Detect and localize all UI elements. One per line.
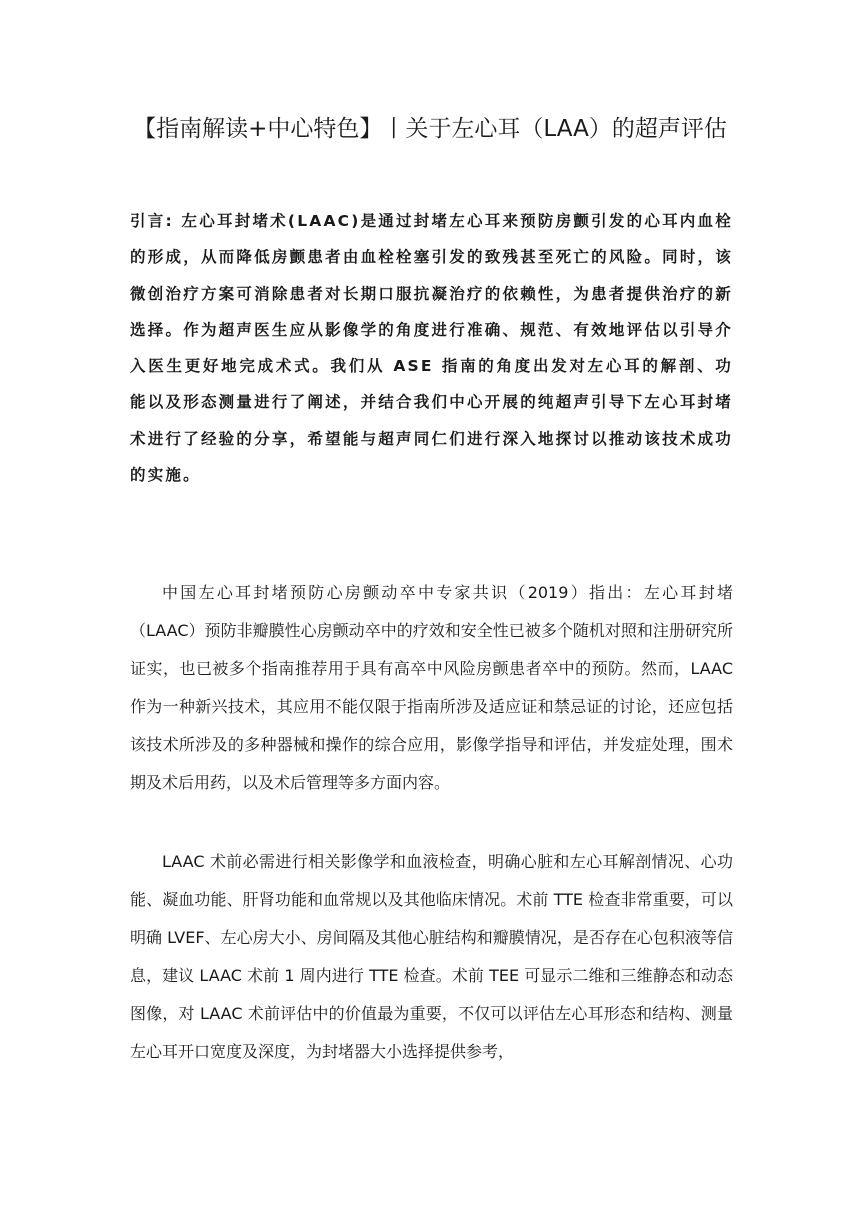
body-paragraph-1: 中国左心耳封堵预防心房颤动卒中专家共识（2019）指出：左心耳封堵（LAAC）预防非瓣膜性心房颤动卒中的疗效和安全性已被多个随机对照和注册研究所证实，也已被多个指南推荐用于具有高卒中风险房颤患者卒中的预防。然而，LAAC 作为一种新兴技术，其应用不能仅限于指南所涉及适应证和禁忌证的讨论，还应包括该技术所涉及的多种器械和操作的综合应用，影像学指导和评估，并发症处理，围术期及术后用药，以及术后管理等多方面内容。 — [130, 583, 733, 792]
intro-text: 左心耳封堵术(LAAC)是通过封堵左心耳来预防房颤引发的心耳内血栓的形成，从而降低房颤患者由血栓栓塞引发的致残甚至死亡的风险。同时，该微创治疗方案可消除患者对长期口服抗凝治疗的依赖性，为患者提供治疗的新选择。作为超声医生应从影像学的角度进行准确、规范、有效地评估以引导介入医生更好地完成术式。我们从 ASE 指南的角度出发对左心耳的解剖、功能以及形态测量进行了阐述，并结合我们中心开展的纯超声引导下左心耳封堵术进行了经验的分享，希望能与超声同仁们进行深入地探讨以推动该技术成功的实施。 — [130, 212, 733, 485]
body-paragraph-2: LAAC 术前必需进行相关影像学和血液检查，明确心脏和左心耳解剖情况、心功能、凝血功能、肝肾功能和血常规以及其他临床情况。术前 TTE 检查非常重要，可以明确 LVEF、左心房大小、房间隔及其他心脏结构和瓣膜情况，是否存在心包积液等信息，建议 LAAC 术前 1 周内进行 TTE 检查。术前 TEE 可显示二维和三维静态和动态图像，对 LAAC 术前评估中的价值最为重要，不仅可以评估左心耳形态和结构、测量左心耳开口宽度及深度，为封堵器大小选择提供参考， — [130, 852, 733, 1061]
intro-paragraph — [130, 203, 733, 493]
document-title: 【指南解读+中心特色】丨关于左心耳（LAA）的超声评估 — [133, 116, 727, 142]
intro-label: 引言: — [130, 212, 174, 230]
